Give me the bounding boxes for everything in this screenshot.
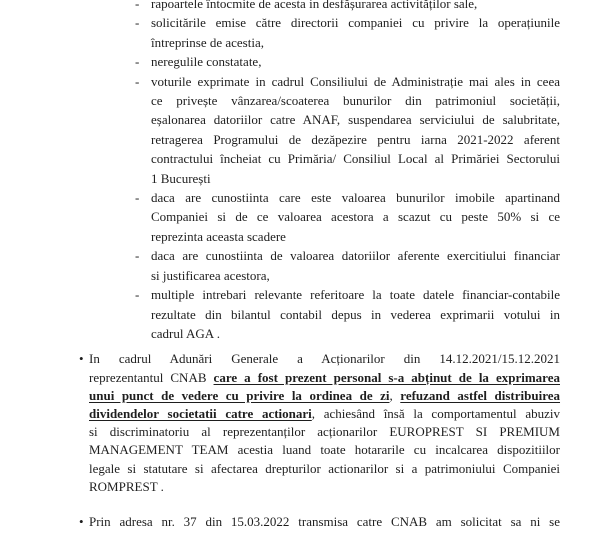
dash-marker: - (135, 54, 140, 70)
list-item (0, 285, 609, 343)
list-item-content (151, 72, 560, 188)
dash-marker: - (135, 73, 140, 89)
bullet-marker: • (79, 351, 84, 367)
text-line: eșalonarea datoriilor catre ANAF, suspendarea serviciului de salubritate, (151, 112, 560, 128)
text-segment-emphasized: dividendelor societatii catre actionari (89, 405, 312, 421)
list-item (0, 52, 609, 71)
list-item (0, 246, 609, 285)
text-segment: , achiesând însă la comportamentul abuziv (311, 405, 560, 421)
text-line: solicitările emise către directorii companiei cu privire la operațiunile (151, 15, 560, 31)
list-item-content (151, 52, 560, 71)
text-segment: si discriminatoriu al reprezentanților acționarilor EUROPREST SI PREMIUM (89, 424, 560, 440)
dash-marker: - (135, 248, 140, 264)
text-line: Companiei si de ce valoarea acestora a scazut cu peste 50% si ce (151, 209, 560, 225)
text-line: daca are cunostiinta de valoarea datoriilor aferente exercitiului financiar (151, 248, 560, 264)
paragraph-content (89, 350, 560, 496)
text-line: rezultate din bilantul contabil depus in vederea exprimarii votului in (151, 306, 560, 322)
list-item (0, 0, 609, 13)
text-segment: reprezentantul CNAB (89, 369, 214, 385)
text-segment: In cadrul Adunări Generale a Acționarilor din 14.12.2021/15.12.2021 (89, 351, 560, 367)
paragraph-line (89, 441, 560, 459)
paragraph-line (89, 387, 560, 405)
list-item-content (151, 0, 560, 13)
paragraph-line (89, 478, 560, 496)
text-segment: legale si statutare si afectarea drepturilor actionarilor si a patrimoniului Companiei (89, 460, 560, 476)
bullet-marker: • (79, 513, 84, 529)
paragraph-line (89, 405, 560, 423)
text-line: cadrul AGA . (151, 325, 220, 341)
paragraph-item (0, 513, 609, 531)
dash-marker: - (135, 0, 140, 11)
paragraph-item (0, 350, 609, 496)
list-item (0, 188, 609, 246)
text-line: neregulile constatate, (151, 54, 262, 70)
dash-marker: - (135, 287, 140, 303)
text-line: rapoartele întocmite de acesta in desfășurarea activităților sale, (151, 0, 478, 11)
list-item (0, 13, 609, 52)
bullet-list (0, 350, 609, 531)
text-segment: Prin adresa nr. 37 din 15.03.2022 transmisa catre CNAB am solicitat sa ni se (89, 513, 560, 529)
paragraph-line (89, 423, 560, 441)
text-segment-emphasized: refuzand astfel distribuirea (400, 387, 561, 403)
paragraph-content (89, 513, 560, 531)
text-segment-emphasized: care a fost prezent personal s-a abținut de la exprimarea (213, 369, 560, 385)
list-item-content (151, 13, 560, 52)
text-line: daca are cunostiinta care este valoarea bunurilor imobile apartinand (151, 190, 560, 206)
dash-marker: - (135, 15, 140, 31)
paragraph-line (89, 513, 560, 531)
text-segment: MANAGEMENT TEAM acestia luand toate hotararile cu incalcarea dispozitiilor (89, 442, 560, 458)
list-item-content (151, 246, 560, 285)
paragraph-line (89, 460, 560, 478)
list-item (0, 72, 609, 188)
text-segment: , (389, 387, 401, 403)
paragraph-line (89, 369, 560, 387)
text-line: retragerea Programului de dezăpezire pentru iarna 2021-2022 aferent (151, 131, 560, 147)
text-line: multiple intrebari relevante referitoare la toate datele financiar-contabile (151, 287, 560, 303)
list-item-content (151, 285, 560, 343)
text-line: 1 București (151, 170, 211, 186)
list-item-content (151, 188, 560, 246)
text-line: reprezinta aceasta scadere (151, 228, 286, 244)
text-segment-emphasized: unui punct de vedere cu privire la ordinea de zi (89, 387, 390, 403)
text-line: voturile exprimate in cadrul Consiliului de Administrație mai ales in ceea (151, 73, 560, 89)
text-line: ce privește vânzarea/scoaterea bunurilor din patrimoniul societății, (151, 93, 560, 109)
text-line: si justificarea acestora, (151, 267, 270, 283)
text-line: întreprinse de acestia, (151, 34, 264, 50)
text-segment: ROMPREST . (89, 478, 164, 494)
dash-marker: - (135, 190, 140, 206)
text-line: contractului încheiat cu Primăria/ Consiliul Local al Primăriei Sectorului (151, 151, 560, 167)
paragraph-line (89, 350, 560, 368)
